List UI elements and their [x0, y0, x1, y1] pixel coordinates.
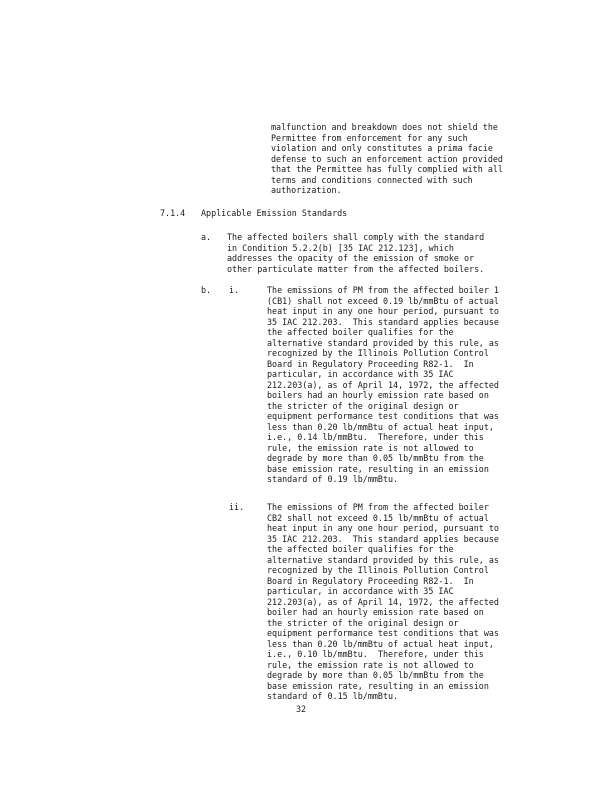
- text-line: 35 IAC 212.203. This standard applies because: [267, 533, 499, 544]
- item-a-label: a.: [201, 232, 212, 242]
- text-line: Board in Regulatory Proceeding R82-1. In: [267, 358, 474, 369]
- text-line: violation and only constitutes a prima facie: [271, 143, 493, 153]
- text-line: base emission rate, resulting in an emission: [267, 680, 489, 691]
- text-line: i.e., 0.10 lb/mmBtu. Therefore, under this: [267, 649, 484, 659]
- text-line: (CB1) shall not exceed 0.19 lb/mmBtu of actual: [267, 295, 499, 306]
- text-line: recognized by the Illinois Pollution Control: [267, 565, 489, 575]
- section-title: Applicable Emission Standards: [201, 208, 348, 218]
- item-b-label: b.: [201, 285, 212, 295]
- text-line: Board in Regulatory Proceeding R82-1. In: [267, 575, 474, 586]
- text-line: rule, the emission rate is not allowed to: [267, 659, 474, 670]
- text-line: standard of 0.15 lb/mmBtu.: [267, 691, 399, 701]
- text-line: i.e., 0.14 lb/mmBtu. Therefore, under this: [267, 432, 484, 442]
- text-line: other particulate matter from the affected boilers.: [227, 263, 485, 274]
- text-line: 212.203(a), as of April 14, 1972, the affected: [267, 596, 499, 607]
- text-line: The affected boilers shall comply with the standard: [227, 232, 485, 242]
- text-line: The emissions of PM from the affected boiler: [267, 502, 489, 512]
- item-b-ii-text: [267, 502, 499, 702]
- text-line: less than 0.20 lb/mmBtu of actual heat input,: [267, 638, 494, 649]
- text-line: malfunction and breakdown does not shield the: [271, 122, 498, 132]
- section-number: 7.1.4: [160, 208, 186, 218]
- text-line: equipment performance test conditions that was: [267, 628, 499, 638]
- intro-paragraph: [271, 122, 503, 196]
- text-line: base emission rate, resulting in an emission: [267, 463, 489, 474]
- text-line: equipment performance test conditions that was: [267, 411, 499, 421]
- item-b-i-text: [267, 285, 499, 485]
- text-line: the affected boiler qualifies for the: [267, 327, 454, 337]
- text-line: the stricter of the original design or: [267, 617, 459, 628]
- text-line: the stricter of the original design or: [267, 400, 459, 411]
- text-line: particular, in accordance with 35 IAC: [267, 369, 454, 379]
- text-line: alternative standard provided by this rule, as: [267, 337, 499, 348]
- text-line: defense to such an enforcement action provided: [271, 153, 503, 164]
- text-line: rule, the emission rate is not allowed to: [267, 442, 474, 453]
- text-line: in Condition 5.2.2(b) [35 IAC 212.123], which: [227, 242, 454, 253]
- text-line: heat input in any one hour period, pursuant to: [267, 306, 499, 316]
- text-line: addresses the opacity of the emission of smoke or: [227, 253, 475, 263]
- text-line: recognized by the Illinois Pollution Control: [267, 348, 489, 358]
- text-line: alternative standard provided by this rule, as: [267, 554, 499, 565]
- text-line: The emissions of PM from the affected boiler 1: [267, 285, 499, 295]
- text-line: 35 IAC 212.203. This standard applies because: [267, 316, 499, 327]
- text-line: boiler had an hourly emission rate based on: [267, 607, 484, 617]
- text-line: terms and conditions connected with such: [271, 174, 473, 185]
- text-line: the affected boiler qualifies for the: [267, 544, 454, 554]
- item-b-ii-label: ii.: [229, 502, 245, 512]
- text-line: less than 0.20 lb/mmBtu of actual heat input,: [267, 421, 494, 432]
- text-line: Permittee from enforcement for any such: [271, 132, 468, 143]
- text-line: particular, in accordance with 35 IAC: [267, 586, 454, 596]
- text-line: degrade by more than 0.05 lb/mmBtu from the: [267, 670, 484, 680]
- page-number: 32: [296, 704, 307, 714]
- text-line: boilers had an hourly emission rate based on: [267, 390, 489, 400]
- text-line: authorization.: [271, 185, 342, 195]
- item-a-text: [227, 232, 484, 274]
- text-line: CB2 shall not exceed 0.15 lb/mmBtu of actual: [267, 512, 489, 523]
- text-line: 212.203(a), as of April 14, 1972, the affected: [267, 379, 499, 390]
- text-line: heat input in any one hour period, pursuant to: [267, 523, 499, 533]
- item-b-i-label: i.: [229, 285, 240, 295]
- text-line: standard of 0.19 lb/mmBtu.: [267, 474, 399, 484]
- text-line: degrade by more than 0.05 lb/mmBtu from the: [267, 453, 484, 463]
- text-line: that the Permittee has fully complied with all: [271, 164, 503, 174]
